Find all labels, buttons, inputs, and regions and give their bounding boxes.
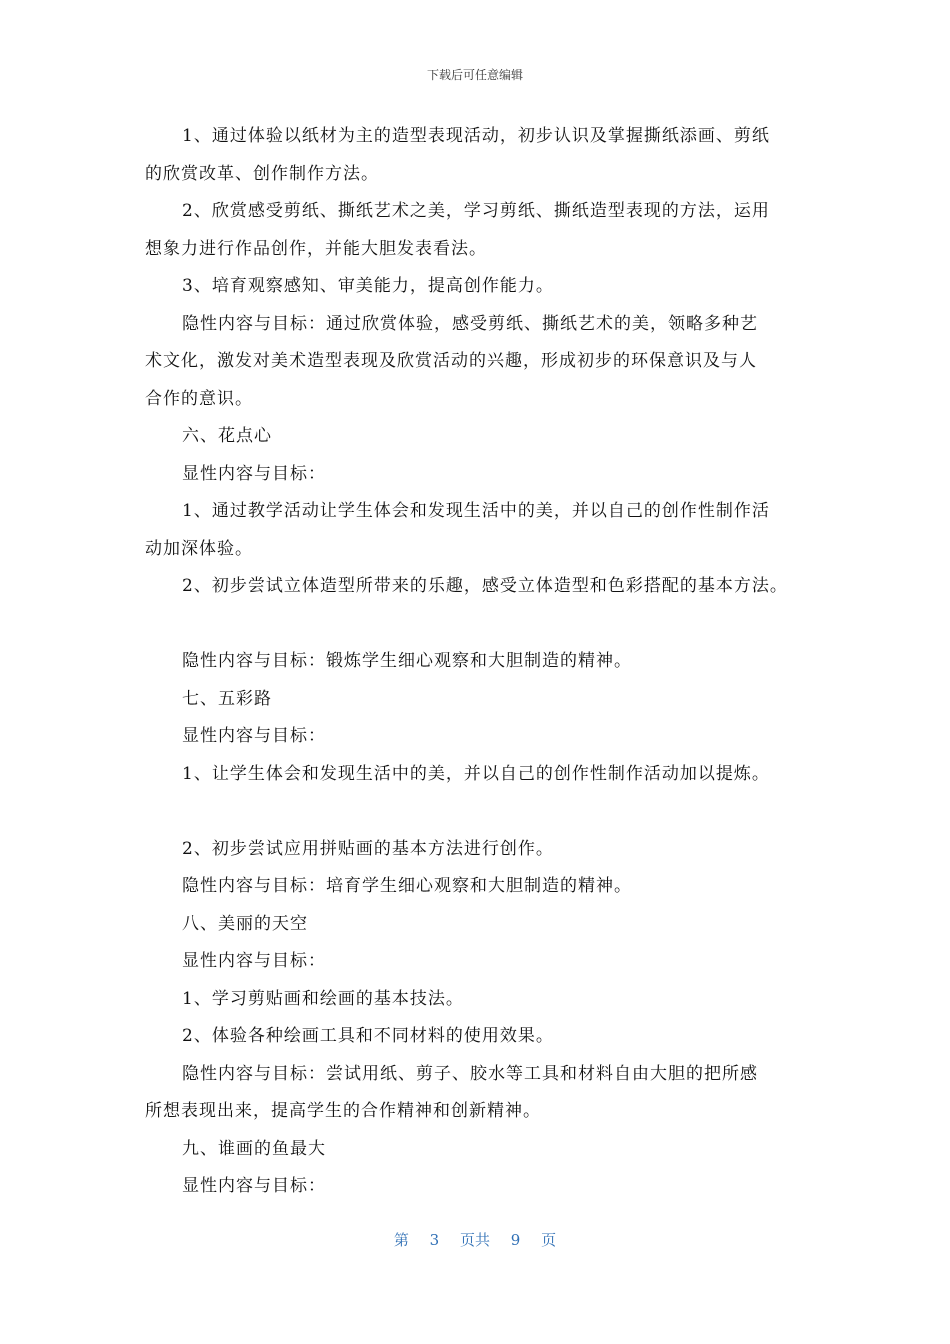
paragraph-line: 动加深体验。 — [145, 538, 253, 559]
subheading: 显性内容与目标： — [182, 951, 326, 971]
paragraph-line: 1、通过体验以纸材为主的造型表现活动，初步认识及掌握撕纸添画、剪纸 — [182, 126, 770, 146]
current-page-number: 3 — [429, 1231, 440, 1249]
subheading: 显性内容与目标： — [182, 726, 326, 746]
section-heading: 九、谁画的鱼最大 — [182, 1138, 326, 1159]
paragraph-line: 2、初步尝试立体造型所带来的乐趣，感受立体造型和色彩搭配的基本方法。 — [182, 576, 788, 596]
footer-suffix: 页 — [541, 1231, 557, 1249]
blank-line — [145, 606, 825, 644]
paragraph-line: 2、初步尝试应用拼贴画的基本方法进行创作。 — [182, 838, 554, 859]
paragraph-line: 1、学习剪贴画和绘画的基本技法。 — [182, 988, 464, 1009]
paragraph-line: 1、通过教学活动让学生体会和发现生活中的美，并以自己的创作性制作活 — [182, 501, 770, 521]
paragraph-line: 隐性内容与目标：通过欣赏体验，感受剪纸、撕纸艺术的美，领略多种艺 — [182, 313, 758, 334]
section-heading: 六、花点心 — [182, 426, 272, 446]
total-page-count: 9 — [510, 1231, 521, 1249]
paragraph-line: 隐性内容与目标：尝试用纸、剪子、胶水等工具和材料自由大胆的把所感 — [182, 1063, 758, 1084]
paragraph-line: 3、培育观察感知、审美能力，提高创作能力。 — [182, 276, 554, 296]
paragraph-line: 隐性内容与目标：锻炼学生细心观察和大胆制造的精神。 — [182, 651, 632, 671]
paragraph-line: 2、欣赏感受剪纸、撕纸艺术之美，学习剪纸、撕纸造型表现的方法，运用 — [182, 201, 770, 221]
footer-middle: 页共 — [459, 1231, 490, 1249]
page-footer — [0, 1229, 950, 1250]
footer-prefix: 第 — [393, 1231, 409, 1249]
blank-line — [145, 793, 825, 831]
section-heading: 七、五彩路 — [182, 688, 272, 709]
subheading: 显性内容与目标： — [182, 1176, 326, 1196]
document-body — [145, 118, 825, 1206]
page-header: 下载后可任意编辑 — [426, 68, 523, 82]
section-heading: 八、美丽的天空 — [182, 913, 308, 934]
paragraph-line: 的欣赏改革、创作制作方法。 — [145, 163, 379, 184]
paragraph-line: 术文化，激发对美术造型表现及欣赏活动的兴趣，形成初步的环保意识及与人 — [145, 351, 757, 371]
paragraph-line: 2、体验各种绘画工具和不同材料的使用效果。 — [182, 1026, 554, 1046]
paragraph-line: 1、让学生体会和发现生活中的美，并以自己的创作性制作活动加以提炼。 — [182, 763, 770, 784]
subheading: 显性内容与目标： — [182, 463, 326, 484]
paragraph-line: 合作的意识。 — [145, 388, 253, 409]
paragraph-line: 想象力进行作品创作，并能大胆发表看法。 — [145, 238, 487, 259]
paragraph-line: 隐性内容与目标：培育学生细心观察和大胆制造的精神。 — [182, 876, 632, 896]
paragraph-line: 所想表现出来，提高学生的合作精神和创新精神。 — [145, 1101, 541, 1121]
